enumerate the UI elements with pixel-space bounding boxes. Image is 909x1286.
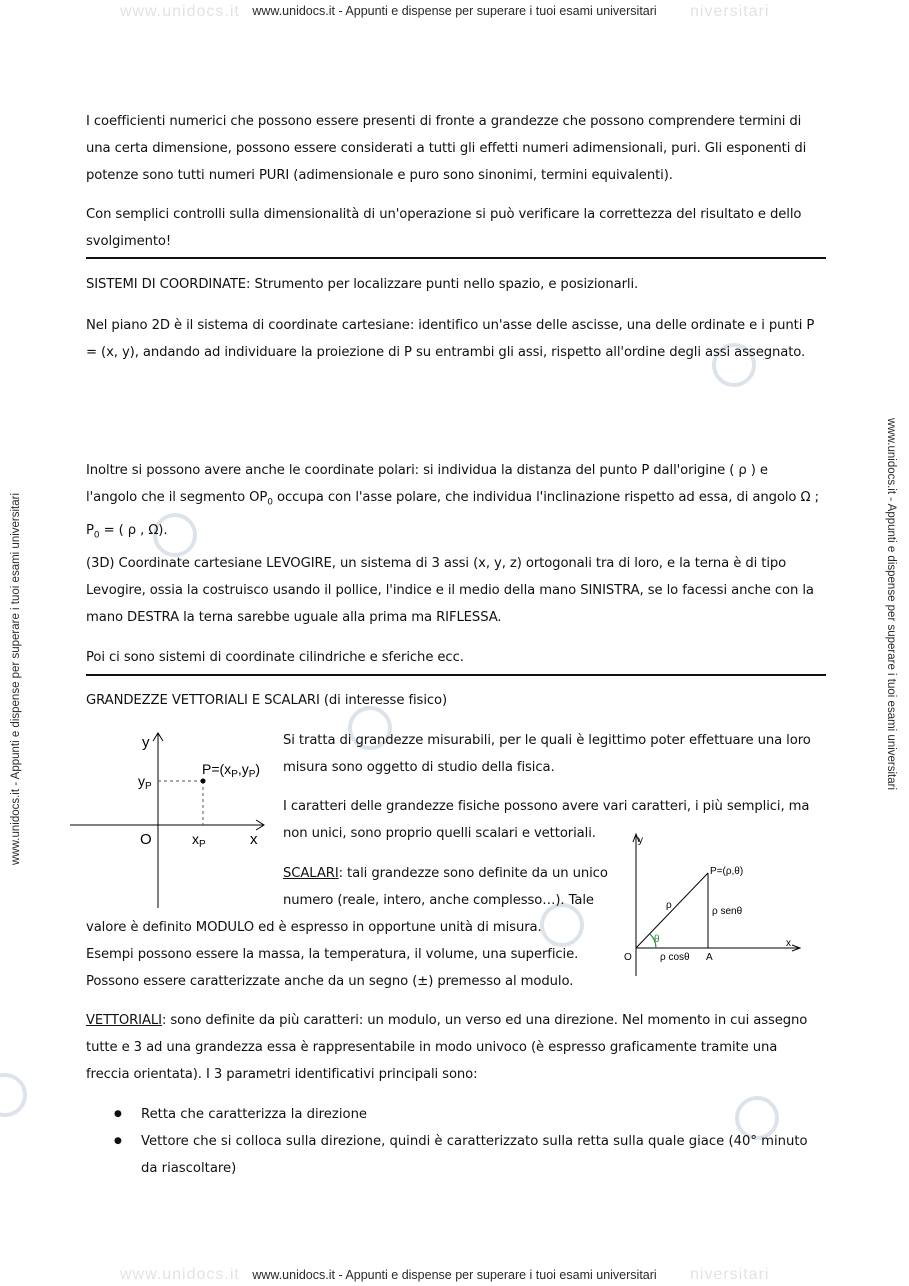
xp-label: $x_P$ [192,831,206,850]
watermark-ghost-right: niversitari [690,3,770,20]
side-watermark-left: www.unidocs.it - Appunti e dispense per superare i tuoi esami universitari [10,492,22,865]
rho-sin-label: ρ senθ [712,906,743,917]
polar-diagram [620,828,820,978]
origin-label: O [624,952,632,963]
paragraph-cartesian-2d: Nel piano 2D è il sistema di coordinate cartesiane: identifico un'asse delle ascisse, una delle ordinate e i punti P = (x, y), andando ad individuare la proiezione di P su entrambi gli assi, rispetto all'ordine degli assi assegnato. [86,318,815,360]
radius-line [636,873,708,948]
paragraph-scalars: valore è definito MODULO ed è espresso in opportune unità di misura. Esempi possono essere la massa, la temperatura, il volume, una superficie. Possono essere caratterizzate anche da un segno (±) premesso al modulo. [86,920,579,989]
paragraph-cylindrical: Poi ci sono sistemi di coordinate cilindriche e sferiche ecc. [86,650,464,665]
paragraph-dimensional-checks: Con semplici controlli sulla dimensionalità di un'operazione si può verificare la correttezza del risultato e dello svolgimento! [86,207,802,249]
yp-label: $y_P$ [138,773,152,792]
watermark-ghost-right-bottom: niversitari [690,1266,770,1283]
point-p [201,779,206,784]
list-item: ● Retta che caratterizza la direzione [86,1101,821,1128]
header-watermark: www.unidocs.it - Appunti e dispense per superare i tuoi esami universitari [252,4,657,18]
side-watermark-right: www.unidocs.it - Appunti e dispense per superare i tuoi esami universitari [885,418,897,791]
list-item: ● Vettore che si colloca sulla direzione, quindi è caratterizzato sulla retta sulla quale giace (40° minuto da riascoltare) [86,1128,821,1182]
rho-label: ρ [666,900,672,911]
x-axis-label: x [786,938,791,949]
vector-parameters-list [86,1101,821,1182]
paragraph-polar: Inoltre si possono avere anche le coordinate polari: si individua la distanza del punto P dall'origine ( ρ ) e l'angolo che il segmento $OP_0$ occupa con l'asse polare, che individua l'inclinazione rispetto ad essa, di angolo Ω ; $P_0$ = ( ρ , Ω). [86,463,819,541]
origin-label: O [140,831,152,848]
logo-icon [0,1075,25,1115]
rho-cos-label: ρ cosθ [660,952,690,963]
paragraph-characters: I caratteri delle grandezze fisiche possono avere vari caratteri, i più semplici, ma non unici, sono proprio quelli scalari e vettoriali. [283,799,810,841]
paragraph-coefficients: I coefficienti numerici che possono essere presenti di fronte a grandezze che possono comprendere termini di una certa dimensione, possono essere considerati a tutti gli effetti numeri adimensionali, puri. Gli esponenti di potenze sono tutti numeri PURI (adimensionale e puro sono sinonimi, termini equivalenti). [86,114,807,183]
divider [86,257,826,259]
heading-vector-scalar: GRANDEZZE VETTORIALI E SCALARI (di interesse fisico) [86,693,448,708]
divider [86,674,826,676]
a-label: A [706,952,713,963]
theta-label: θ [654,934,660,945]
paragraph-measurable: Si tratta di grandezze misurabili, per le quali è legittimo poter effettuare una loro misura sono oggetto di studio della fisica. [283,733,811,775]
y-axis-label: y [142,734,150,751]
point-label: P=(ρ,θ) [710,866,744,877]
y-axis-label: y [638,835,643,846]
paragraph-scalars-intro: SCALARI: tali grandezze sono definite da un unico numero (reale, intero, anche complesso…). Tale [283,866,608,908]
paragraph-vectors: VETTORIALI: sono definite da più caratteri: un modulo, un verso ed una direzione. Nel momento in cui assegno tutte e 3 ad una grandezza essa è rappresentabile in modo univoco (è espresso graficamente tramite una freccia orientata). I 3 parametri identificativi principali sono: [86,1013,808,1082]
heading-coordinate-systems: SISTEMI DI COORDINATE: Strumento per localizzare punti nello spazio, e posizionarli. [86,277,639,292]
point-label: $P=(x_P,y_P)$ [202,761,261,780]
footer-watermark: www.unidocs.it - Appunti e dispense per superare i tuoi esami universitari [252,1268,657,1282]
watermark-ghost-left: www.unidocs.it [120,3,240,20]
cartesian-diagram [70,728,280,913]
x-axis-label: x [250,831,258,848]
watermark-ghost-left-bottom: www.unidocs.it [120,1266,240,1283]
paragraph-levogire-3d: (3D) Coordinate cartesiane LEVOGIRE, un sistema di 3 assi (x, y, z) ortogonali tra di loro, e la terna è di tipo Levogire, ossia la costruisco usando il pollice, l'indice e il medio della mano SINISTRA, se lo facessi anche con la mano DESTRA la terna sarebbe uguale alla prima ma RIFLESSA. [86,556,814,625]
